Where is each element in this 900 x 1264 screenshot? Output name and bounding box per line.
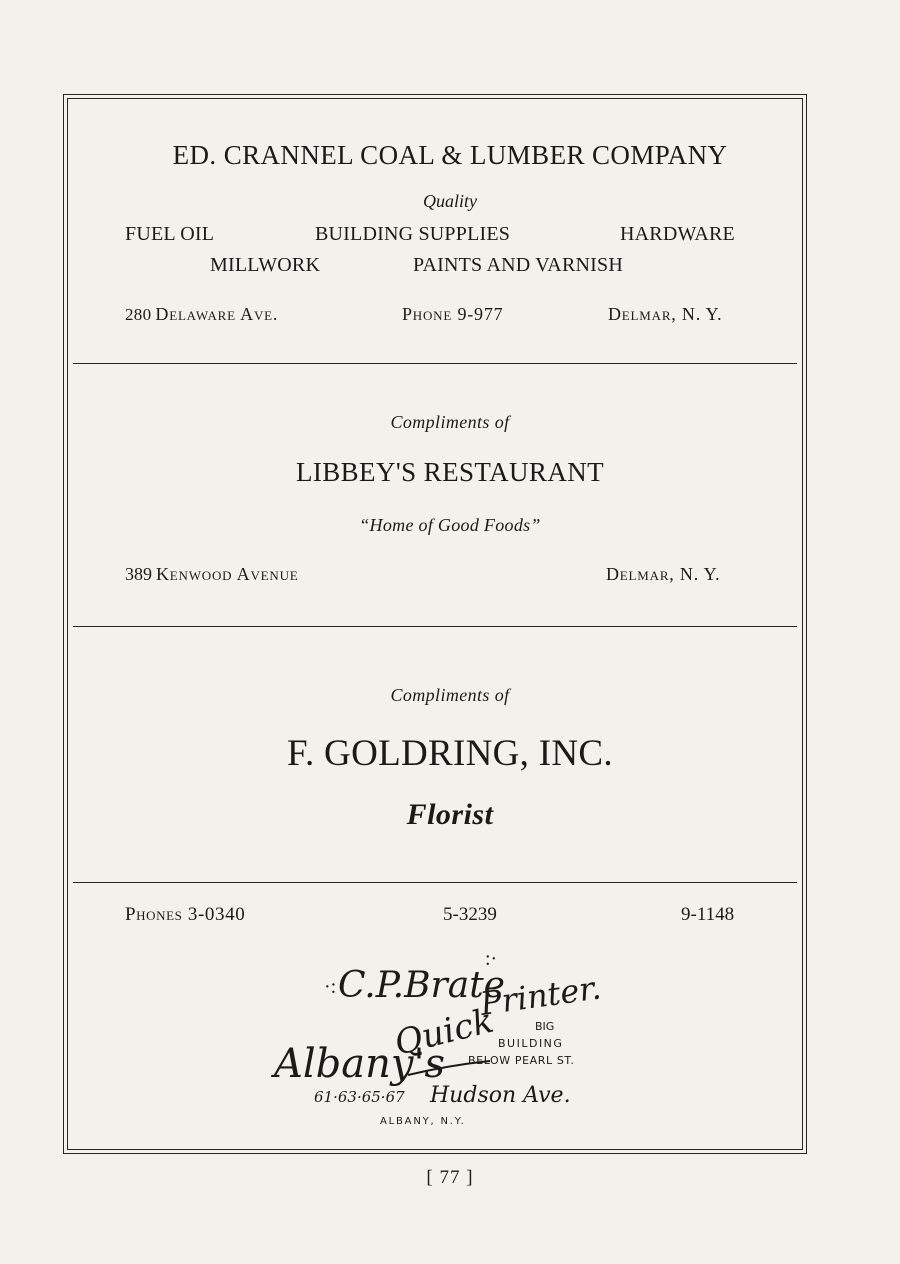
brate-phone-2: 5-3239	[443, 904, 497, 925]
cp-brate-logo	[270, 935, 610, 1130]
crannel-company-name: ED. CRANNEL COAL & LUMBER COMPANY	[172, 140, 728, 170]
page-number: [ 77 ]	[426, 1167, 474, 1188]
libbey-slogan: “Home of Good Foods”	[359, 515, 541, 535]
svg-text:·:: ·:	[324, 976, 337, 998]
logo-address-numbers: 61·63·65·67	[314, 1088, 405, 1106]
brate-phone-1: 3-0340	[187, 904, 246, 925]
crannel-phone	[402, 304, 503, 325]
libbey-city: Delmar, N. Y.	[606, 564, 721, 584]
logo-hudson-ave: Hudson Ave.	[430, 1083, 571, 1108]
goldring-florist: Florist	[406, 798, 494, 831]
logo-quick: Quick	[390, 1000, 498, 1064]
service-hardware: HARDWARE	[620, 223, 735, 245]
logo-brate-name: C.P.Brate	[338, 965, 505, 1006]
logo-below-pearl: BELOW PEARL ST.	[468, 1054, 575, 1067]
service-fuel-oil: FUEL OIL	[125, 223, 215, 245]
libbey-address	[125, 564, 299, 585]
libbey-restaurant-name: LIBBEY'S RESTAURANT	[295, 457, 605, 487]
crannel-tagline: Quality	[423, 191, 477, 211]
brate-phones	[125, 904, 245, 926]
goldring-company-name: F. GOLDRING, INC.	[287, 733, 613, 774]
divider-3	[73, 882, 797, 883]
brate-phone-3: 9-1148	[681, 904, 735, 925]
crannel-city: Delmar, N. Y.	[608, 304, 723, 324]
divider-2	[73, 626, 797, 627]
crannel-address-number: 280	[125, 305, 152, 324]
libbey-address-number: 389	[125, 564, 152, 584]
crannel-phone-label: Phone	[402, 304, 453, 324]
logo-printer: Printer.	[477, 968, 604, 1023]
service-paints-varnish: PAINTS AND VARNISH	[413, 254, 623, 276]
logo-albanys: Albany's	[274, 1041, 446, 1087]
logo-albany-ny: ALBANY, N.Y.	[380, 1116, 466, 1127]
brate-phones-label: Phones	[125, 904, 183, 925]
crannel-address-street: Delaware Ave.	[155, 304, 279, 324]
service-building-supplies: BUILDING SUPPLIES	[315, 223, 511, 245]
logo-big: BIG	[535, 1020, 555, 1033]
crannel-address	[125, 304, 278, 325]
libbey-compliments: Compliments of	[390, 412, 510, 432]
goldring-compliments: Compliments of	[390, 685, 510, 705]
crannel-phone-number: 9-977	[457, 304, 504, 324]
libbey-address-street: Kenwood Avenue	[156, 564, 299, 584]
logo-building: BUILDING	[498, 1037, 564, 1050]
divider-1	[73, 363, 797, 364]
svg-text::·: :·	[485, 948, 498, 970]
service-millwork: MILLWORK	[210, 254, 321, 276]
